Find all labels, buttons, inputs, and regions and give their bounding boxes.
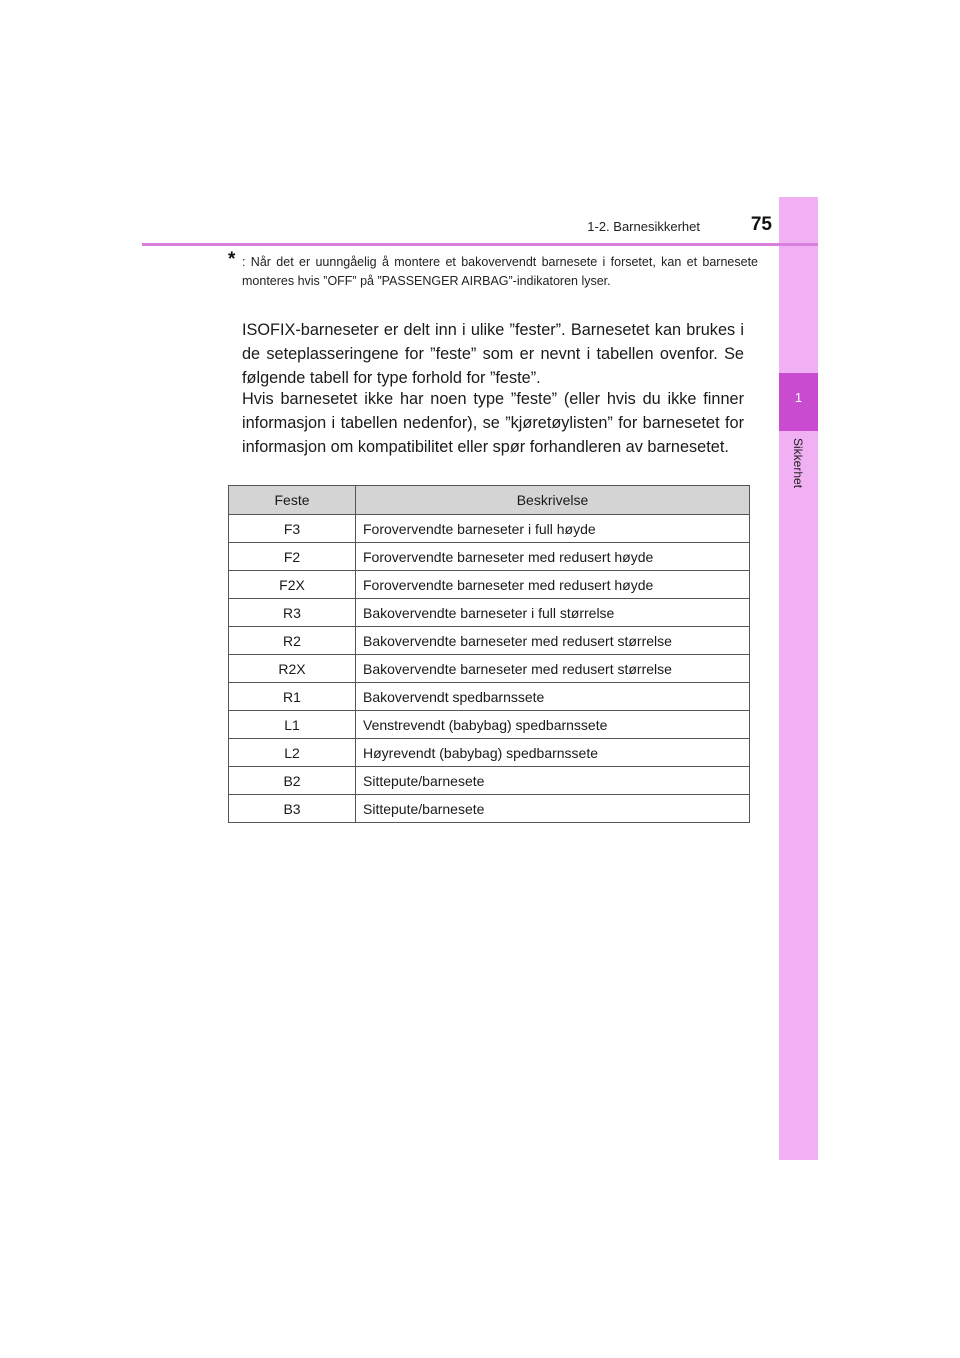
paragraph-no-feste: Hvis barnesetet ikke har noen type ”feste” (eller hvis du ikke finner informasjon i tabellen nedenfor), se ”kjøretøylisten” for barnesetet for informasjon om kompatibilitet eller spør forhandleren av barnesetet. <box>242 390 744 456</box>
feste-description: Bakovervendte barneseter med redusert størrelse <box>356 627 750 655</box>
feste-description: Sittepute/barnesete <box>356 795 750 823</box>
feste-code: F3 <box>229 515 356 543</box>
feste-table <box>228 485 750 823</box>
table-row <box>229 599 750 627</box>
feste-description: Bakovervendt spedbarnssete <box>356 683 750 711</box>
feste-code: R2X <box>229 655 356 683</box>
feste-code: L1 <box>229 711 356 739</box>
side-tab <box>779 197 818 1160</box>
footnote-text: : Når det er uunngåelig å montere et bakovervendt barnesete i forsetet, kan et barnesete monteres hvis ”OFF” på ”PASSENGER AIRBAG”-indikatoren lyser. <box>242 255 758 288</box>
header-divider <box>142 243 818 246</box>
feste-code: F2X <box>229 571 356 599</box>
page-number: 75 <box>750 214 772 235</box>
table-row <box>229 739 750 767</box>
feste-description: Bakovervendte barneseter med redusert størrelse <box>356 655 750 683</box>
feste-description: Forovervendte barneseter med redusert høyde <box>356 543 750 571</box>
feste-code: L2 <box>229 739 356 767</box>
table-row <box>229 571 750 599</box>
footnote-marker: * <box>228 249 236 270</box>
table-row <box>229 627 750 655</box>
feste-code: B2 <box>229 767 356 795</box>
table-row <box>229 683 750 711</box>
footnote <box>228 249 758 291</box>
feste-description: Høyrevendt (babybag) spedbarnssete <box>356 739 750 767</box>
feste-description: Bakovervendte barneseter i full størrelse <box>356 599 750 627</box>
side-tab-number: 1 <box>794 390 803 405</box>
feste-description: Forovervendte barneseter med redusert høyde <box>356 571 750 599</box>
section-title: 1-2. Barnesikkerhet <box>587 219 700 234</box>
feste-code: F2 <box>229 543 356 571</box>
feste-code: R1 <box>229 683 356 711</box>
feste-code: R3 <box>229 599 356 627</box>
column-header-beskrivelse: Beskrivelse <box>356 486 750 515</box>
side-tab-label: Sikkerhet <box>791 438 805 489</box>
table-header-row <box>229 486 750 515</box>
table-row <box>229 767 750 795</box>
table-row <box>229 795 750 823</box>
feste-description: Venstrevendt (babybag) spedbarnssete <box>356 711 750 739</box>
feste-code: B3 <box>229 795 356 823</box>
paragraph-isofix-fester: ISOFIX-barneseter er delt inn i ulike ”fester”. Barnesetet kan brukes i de seteplasseringene for ”feste” som er nevnt i tabellen ovenfor. Se følgende tabell for type forhold for ”feste”. <box>242 321 744 387</box>
feste-code: R2 <box>229 627 356 655</box>
column-header-feste: Feste <box>229 486 356 515</box>
table-row <box>229 515 750 543</box>
table-row <box>229 711 750 739</box>
table-row <box>229 543 750 571</box>
feste-description: Sittepute/barnesete <box>356 767 750 795</box>
table-row <box>229 655 750 683</box>
feste-description: Forovervendte barneseter i full høyde <box>356 515 750 543</box>
